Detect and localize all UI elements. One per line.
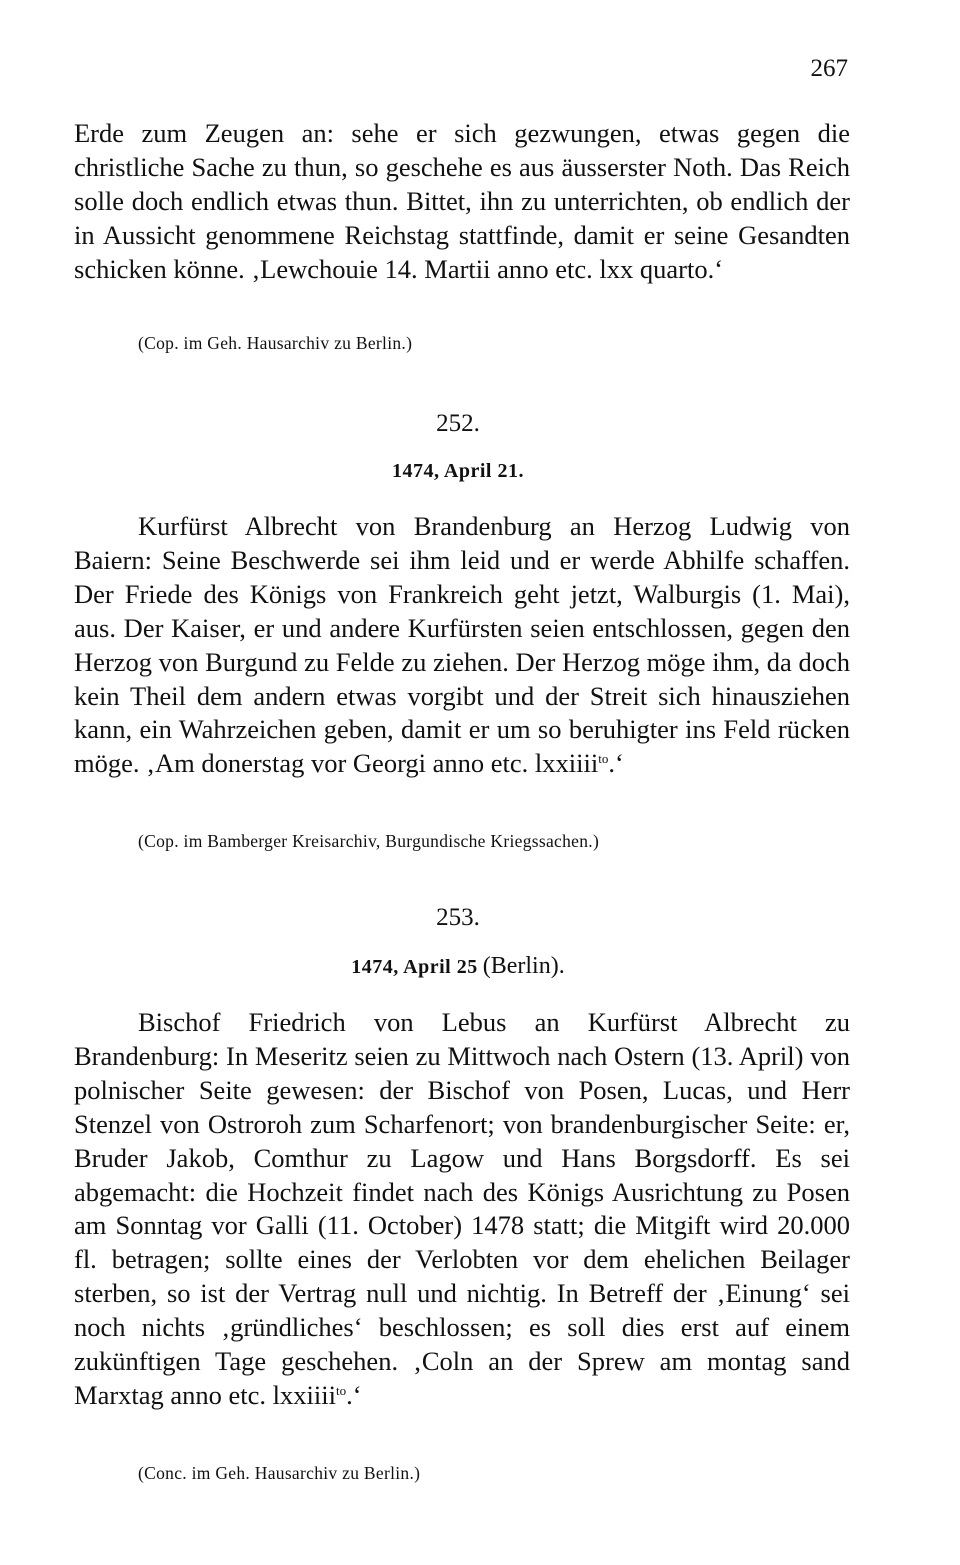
entry-253-summary-end: .‘ — [346, 1379, 362, 1410]
entry-253-summary-text: Bischof Friedrich von Lebus an Kurfürst Albrecht zu Brandenburg: In Meseritz seien zu Mittwoch nach Ostern (13. April) von polnischer Seite gewesen: der Bischof von Posen, Lucas, und Herr Stenzel von Ostroroh zum Scharfenort; von brandenburgischer Seite: er, Bruder Jakob, Comthur zu Lagow und Hans Borgsdorff. Es sei abgemacht: die Hochzeit findet nach des Königs Ausrichtung zu Posen am Sonntag vor Galli (11. October) 1478 statt; die Mitgift wird 20.000 fl. betragen; sollte eines der Verlobten vor dem ehelichen Beilager sterben, so ist der Vertrag null und nichtig. In Betreff der ‚Einung‘ sei noch nichts ‚gründliches‘ beschlossen; es soll dies erst auf einem zukünftigen Tage geschehen. ‚Coln an der Sprew am montag sand Marxtag anno etc. lxxiiii — [74, 1007, 850, 1410]
entry-253-summary — [74, 1006, 850, 1413]
entry-252-number: 252. — [436, 410, 480, 437]
continuation-source-note: (Cop. im Geh. Hausarchiv zu Berlin.) — [138, 333, 413, 353]
entry-252-summary-text: Kurfürst Albrecht von Brandenburg an Herzog Ludwig von Baiern: Seine Beschwerde sei ihm leid und er werde Abhilfe schaffen. Der Friede des Königs von Frankreich geht jetzt, Walburgis (1. Mai), aus. Der Kaiser, er und andere Kurfürsten seien entschlossen, gegen den Herzog von Burgund zu Felde zu ziehen. Der Herzog möge ihm, da doch kein Theil dem andern etwas vorgibt und der Streit sich hinausziehen kann, ein Wahrzeichen geben, damit er um so beruhigter ins Feld rücken möge. ‚Am donerstag vor Georgi anno etc. lxxiiii — [74, 511, 850, 779]
entry-253-date-text: 1474, April 25 — [351, 956, 478, 978]
entry-252-summary — [74, 510, 850, 781]
entry-253-superscript: to — [336, 1382, 347, 1398]
entry-252-date-text: 1474, April 21. — [392, 460, 524, 482]
entry-253-place: (Berlin). — [482, 953, 565, 979]
page-number: 267 — [810, 55, 848, 82]
entry-252-superscript: to — [598, 751, 609, 767]
continuation-paragraph: Erde zum Zeugen an: sehe er sich gezwungen, etwas gegen die christliche Sache zu thun, so geschehe es aus äusserster Noth. Das Reich solle doch endlich etwas thun. Bittet, ihn zu unterrichten, ob endlich der in Aussicht genommene Reichstag stattfinde, damit er seine Gesandten schicken könne. ‚Lewchouie 14. Martii anno etc. lxx quarto.‘ — [74, 118, 850, 284]
entry-253-source-note: (Conc. im Geh. Hausarchiv zu Berlin.) — [138, 1463, 421, 1483]
entry-252-summary-end: .‘ — [608, 748, 624, 779]
entry-252-date — [0, 460, 916, 483]
entry-253-date — [0, 953, 916, 980]
entry-252-source-note: (Cop. im Bamberger Kreisarchiv, Burgundische Kriegssachen.) — [138, 831, 600, 851]
entry-253-number: 253. — [436, 904, 480, 931]
